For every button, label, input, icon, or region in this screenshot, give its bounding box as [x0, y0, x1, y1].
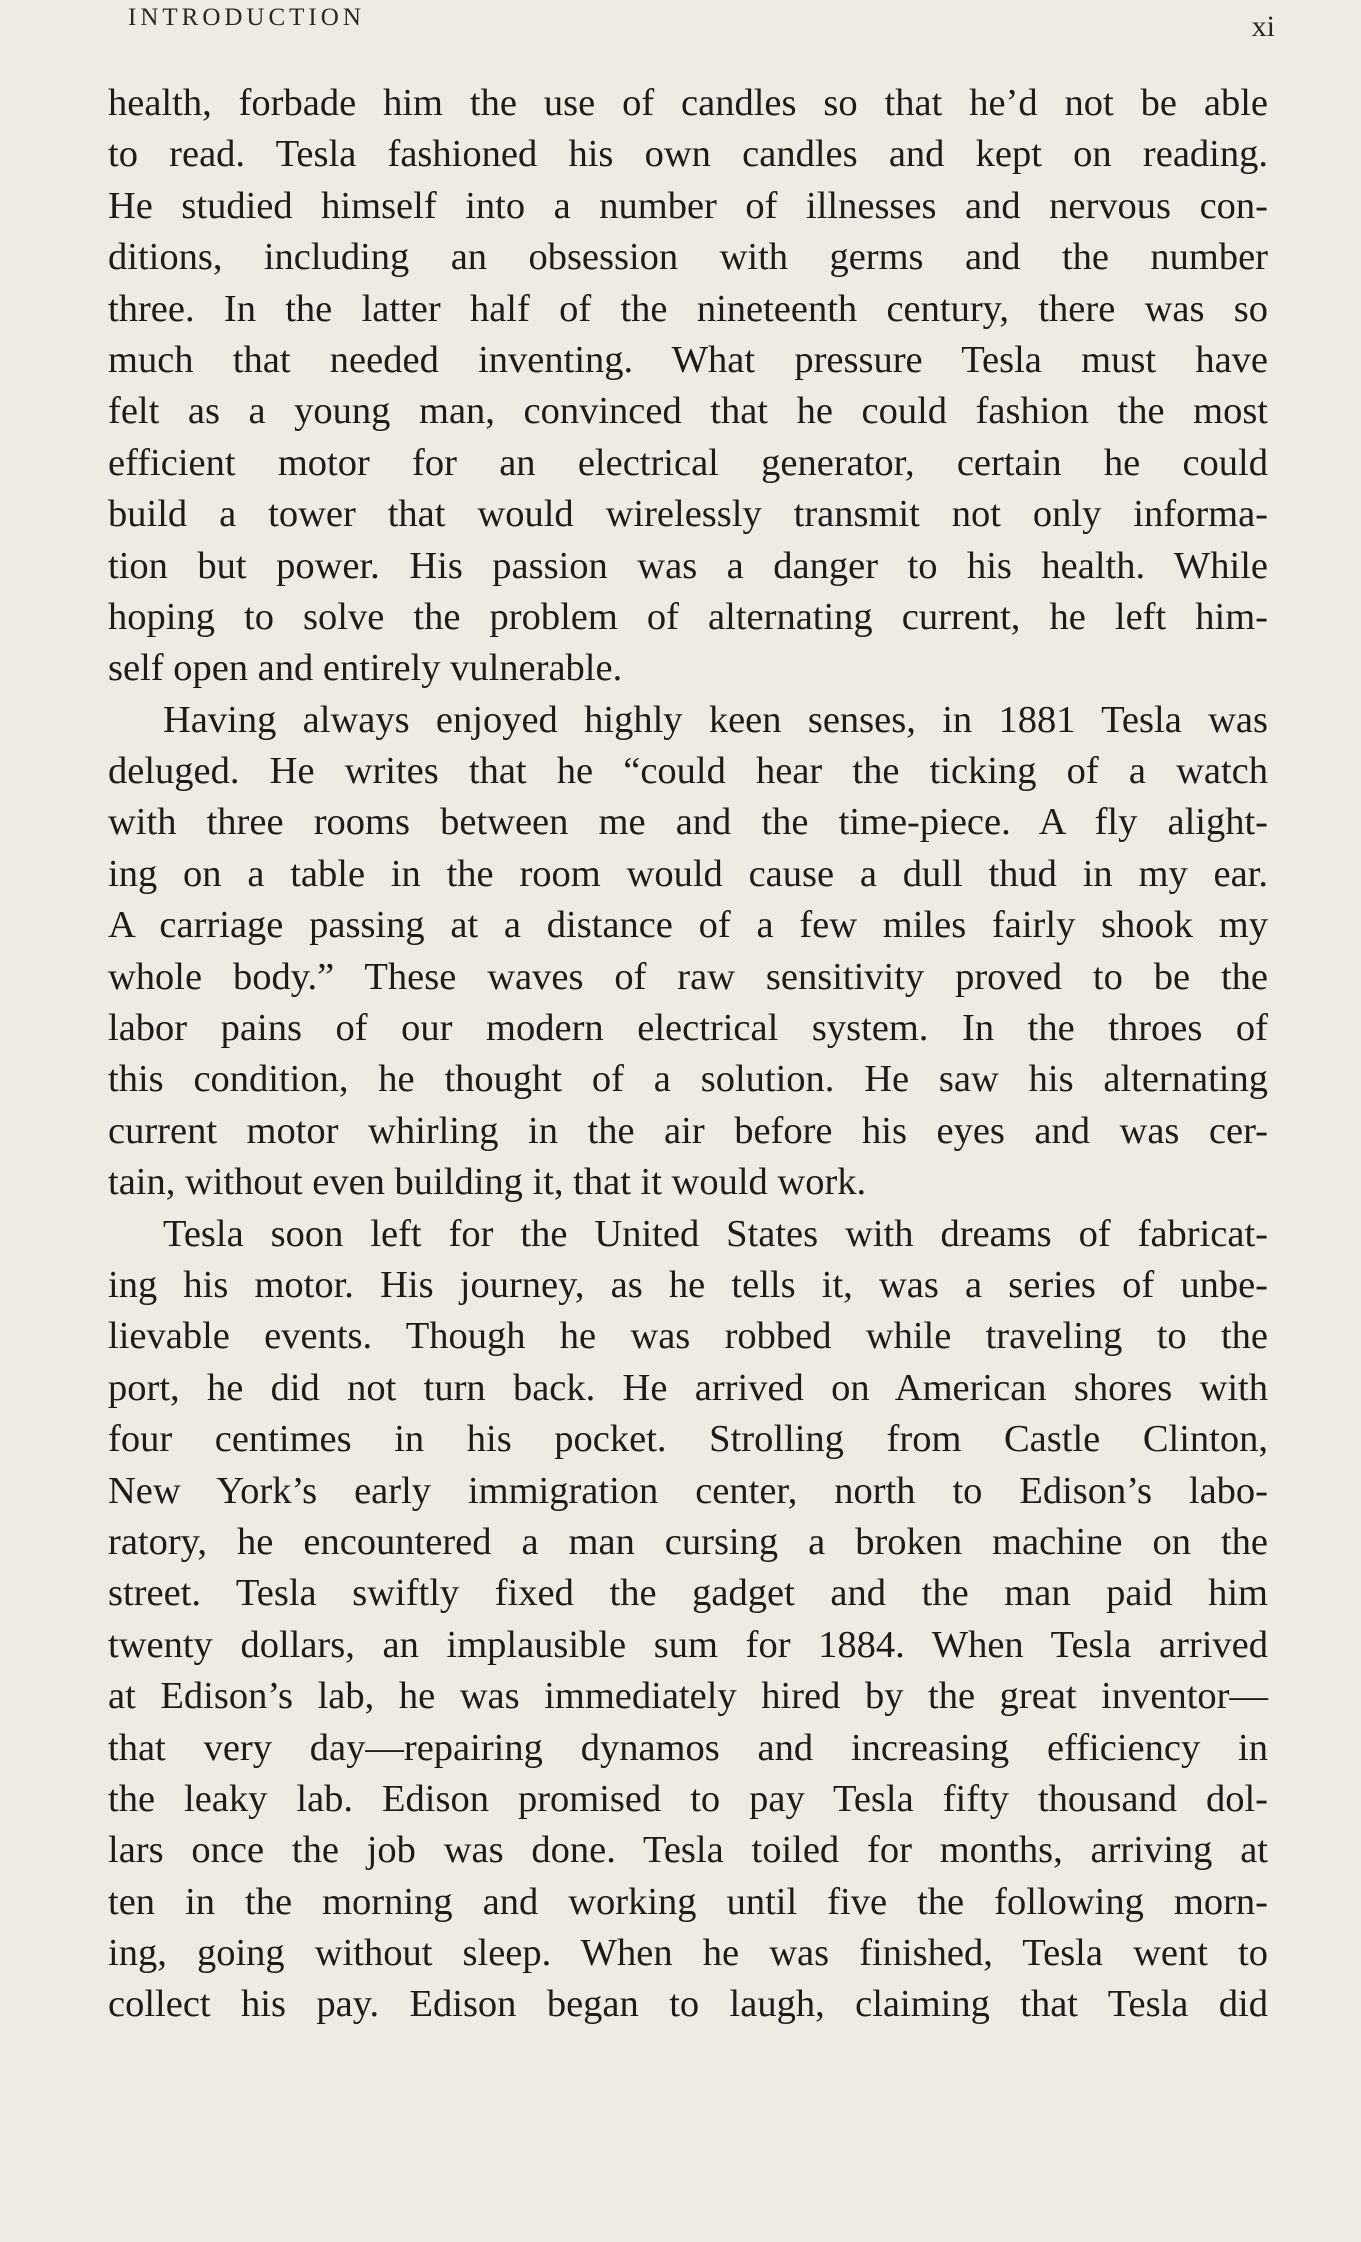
text-line: collect his pay. Edison began to laugh, claiming that Tesla did [108, 1983, 1268, 2026]
text-line: ten in the morning and working until five the following morn- [108, 1880, 1268, 1923]
text-line: ing, going without sleep. When he was finished, Tesla went to [108, 1932, 1268, 1975]
text-line: New York’s early immigration center, north to Edison’s labo- [108, 1469, 1268, 1512]
text-line: twenty dollars, an implausible sum for 1884. When Tesla arrived [108, 1623, 1268, 1666]
text-line: ratory, he encountered a man cursing a broken machine on the [108, 1520, 1268, 1563]
page-number: xi [1251, 10, 1275, 43]
text-line: ditions, including an obsession with germs and the number [108, 236, 1268, 279]
text-line: that very day—repairing dynamos and increasing efficiency in [108, 1726, 1268, 1769]
text-line: tion but power. His passion was a danger to his health. While [108, 544, 1268, 587]
text-line: labor pains of our modern electrical system. In the throes of [108, 1007, 1268, 1050]
text-line: four centimes in his pocket. Strolling from Castle Clinton, [108, 1418, 1268, 1461]
text-line: with three rooms between me and the time-piece. A fly alight- [108, 801, 1268, 844]
text-line: this condition, he thought of a solution. He saw his alternating [108, 1058, 1268, 1101]
text-line: hoping to solve the problem of alternating current, he left him- [108, 595, 1268, 638]
text-line: lars once the job was done. Tesla toiled for months, arriving at [108, 1829, 1268, 1872]
paragraph-end-line: tain, without even building it, that it would work. [108, 1161, 867, 1204]
text-line: He studied himself into a number of illnesses and nervous con- [108, 184, 1268, 227]
paragraph-first-line: Tesla soon left for the United States with dreams of fabricat- [163, 1212, 1268, 1255]
text-line: health, forbade him the use of candles so that he’d not be able [108, 82, 1268, 124]
paragraph-first-line: Having always enjoyed highly keen senses, in 1881 Tesla was [163, 698, 1268, 741]
text-line: current motor whirling in the air before his eyes and was cer- [108, 1109, 1268, 1152]
text-line: lievable events. Though he was robbed while traveling to the [108, 1315, 1268, 1358]
text-line: much that needed inventing. What pressure Tesla must have [108, 338, 1268, 381]
text-line: to read. Tesla fashioned his own candles and kept on reading. [108, 133, 1268, 176]
text-line: ing on a table in the room would cause a dull thud in my ear. [108, 852, 1268, 895]
text-line: build a tower that would wirelessly transmit not only informa- [108, 493, 1268, 536]
text-line: felt as a young man, convinced that he could fashion the most [108, 390, 1268, 433]
text-line: whole body.” These waves of raw sensitivity proved to be the [108, 955, 1268, 998]
paragraph-end-line: self open and entirely vulnerable. [108, 647, 623, 690]
text-line: deluged. He writes that he “could hear the ticking of a watch [108, 750, 1268, 793]
text-line: port, he did not turn back. He arrived on American shores with [108, 1366, 1268, 1409]
text-line: street. Tesla swiftly fixed the gadget and the man paid him [108, 1572, 1268, 1615]
text-line: at Edison’s lab, he was immediately hired by the great inventor— [108, 1675, 1268, 1718]
text-line: efficient motor for an electrical generator, certain he could [108, 441, 1268, 484]
text-line: the leaky lab. Edison promised to pay Tesla fifty thousand dol- [108, 1777, 1268, 1820]
running-head: INTRODUCTION [128, 4, 365, 31]
text-line: ing his motor. His journey, as he tells it, was a series of unbe- [108, 1263, 1268, 1306]
body-text [108, 78, 1268, 2031]
text-line: A carriage passing at a distance of a few miles fairly shook my [108, 904, 1268, 947]
text-line: three. In the latter half of the nineteenth century, there was so [108, 287, 1268, 330]
